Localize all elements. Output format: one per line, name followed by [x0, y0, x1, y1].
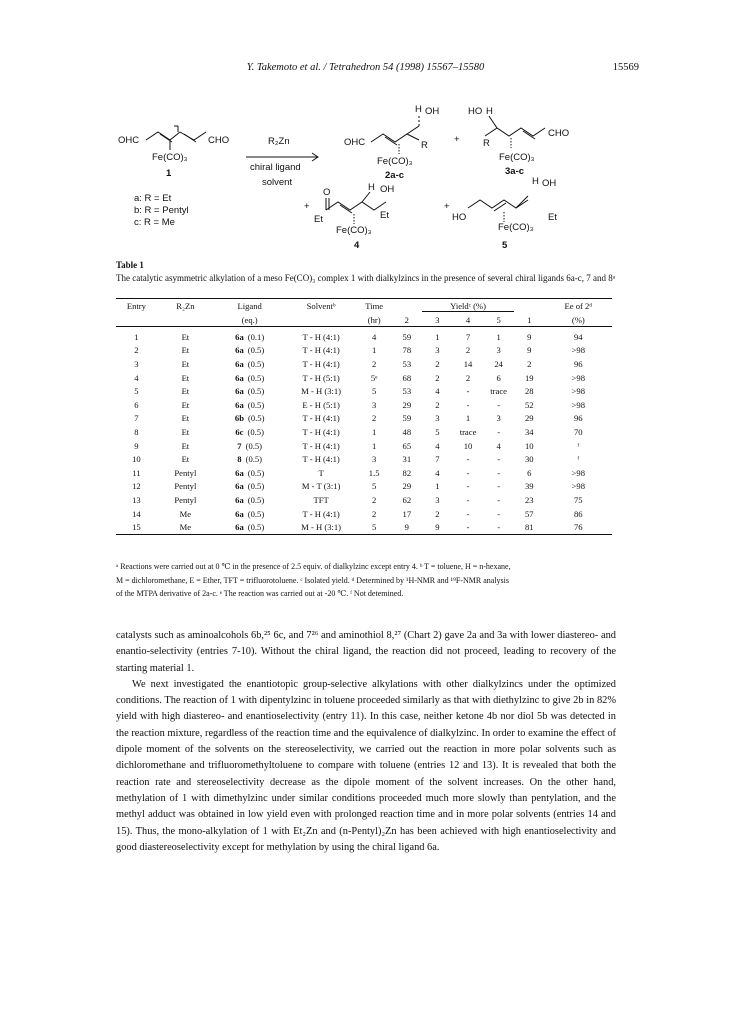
cell-time: 2: [372, 508, 377, 519]
cell-y3: 2: [435, 358, 440, 369]
scheme-drawing: [118, 104, 608, 264]
cell-y1: 10: [524, 440, 534, 451]
col-ligand-unit: (eq.): [214, 313, 285, 327]
cell-y4: -: [466, 386, 470, 397]
cell-y3: 2: [435, 372, 440, 383]
cell-ee: 76: [545, 520, 612, 534]
cell-y4: -: [466, 467, 470, 478]
p2-h-text: H: [415, 104, 422, 115]
cell-solvent: T - H (4:1): [302, 345, 340, 356]
cell-y2: 48: [402, 426, 412, 437]
col-solvent: Solventᵇ: [285, 299, 356, 314]
plus-two: +: [304, 201, 310, 212]
cell-y3: 4: [435, 467, 440, 478]
cell-time: 5ᵉ: [370, 372, 378, 383]
col-yield-5: 5: [483, 313, 514, 327]
cell-y3: 5: [435, 426, 440, 437]
substituent-a-text: a: R = Et: [134, 193, 172, 204]
cell-y1: 28: [524, 386, 534, 397]
cell-ee: >98: [571, 481, 585, 492]
cell-y4: 10: [463, 440, 473, 451]
footnote-line-2: M = dichloromethane, E = Ether, TFT = trifluorotoluene. ᶜ Isolated yield. ᵈ Determined by ¹H-NMR and ¹⁹F-NMR analysis: [116, 575, 509, 585]
reaction-scheme: [118, 104, 608, 264]
col-ee: Ee of 2ᵈ: [545, 299, 612, 314]
table-row: [116, 480, 612, 494]
table-row: [116, 327, 612, 344]
table-label: Table 1: [116, 260, 144, 270]
table-row: [116, 344, 612, 358]
cell-solvent: T - H (4:1): [302, 440, 340, 451]
cell-y3: 7: [435, 454, 440, 465]
cell-y5: trace: [490, 386, 507, 397]
cell-ee: ᶠ: [577, 454, 580, 465]
cell-r2zn: Pentyl: [174, 494, 197, 505]
table-caption-text: The catalytic asymmetric alkylation of a meso Fe(CO)₃ complex 1 with dialkylzincs in the presence of several chiral ligands 6a-c, 7 and 8ᵃ: [116, 273, 616, 283]
cell-r2zn: Et: [181, 413, 190, 424]
cell-y5: -: [497, 454, 501, 465]
table-row: [116, 425, 612, 439]
cell-y2: 59: [402, 331, 412, 342]
col-yield-1: 1: [514, 313, 545, 327]
cell-y4: -: [466, 494, 470, 505]
cell-ligand: 6a (0.5): [235, 386, 265, 397]
cell-solvent: T - H (4:1): [302, 358, 340, 369]
cell-y5: -: [497, 399, 501, 410]
p4-et2-text: Et: [380, 210, 389, 221]
cell-y1: 81: [514, 520, 545, 534]
cell-solvent: T: [318, 467, 324, 478]
cell-r2zn: Et: [181, 386, 190, 397]
table-body: [116, 327, 612, 535]
cell-y5: 6: [496, 372, 501, 383]
cell-r2zn: Et: [181, 358, 190, 369]
p4-h-text: H: [368, 182, 375, 193]
p3-right-text: CHO: [548, 128, 570, 139]
cell-y2: 65: [402, 440, 412, 451]
cell-ee: >98: [571, 386, 585, 397]
p4-fe-text: Fe(CO)₃: [336, 225, 372, 236]
p4-oh-text: OH: [380, 184, 395, 195]
start-left-text: OHC: [118, 135, 140, 146]
cell-y1: 9: [527, 345, 532, 356]
cell-y2: 62: [402, 494, 412, 505]
cell-y1: 2: [527, 358, 532, 369]
cell-time: 5: [372, 481, 377, 492]
cell-solvent: M - H (3:1): [301, 386, 342, 397]
cell-ligand: 6a (0.5): [235, 372, 265, 383]
cell-solvent: T - H (4:1): [302, 454, 340, 465]
cell-ligand: 6a (0.5): [235, 467, 265, 478]
p4-id-text: 4: [354, 240, 360, 251]
cell-entry: 1: [134, 331, 139, 342]
table-row: [116, 439, 612, 453]
cell-r2zn: Et: [181, 331, 190, 342]
cell-ee: 96: [573, 358, 583, 369]
cell-ligand: 6a (0.5): [235, 345, 265, 356]
table-caption: [116, 259, 616, 285]
cell-y1: 6: [527, 467, 532, 478]
paragraph-2: We next investigated the enantiotopic group-selective alkylations with other dialkylzincs under the optimized conditions. The reaction of 1 with dipentylzinc in toluene proceeded similarly as that with diethylzinc to give 2b in 82% yield with high diastereo- and enantioselectivity (entry 11). In this case, neither ketone 4b nor diol 5b was detected in the reaction mixture, regardless of the reaction time and the equivalence of dialkylzinc. In order to examine the effect of dipole moment of the solvents on the stereoselectivity, we carried out the reaction in more polar solvents such as dichloromethane and trifluoromethyltoluene to compare with toluene (entries 12 and 13). It is revealed that both the reaction rate and stereoselectivity decrease as the dipole moment of the solvent increases. On the other hand, methylation of 1 with dimethylzinc under similar conditions proceeded much more slowly than pentylation, and the methyl adduct was obtained in low yield even with prolonged reaction time and in more polar solvents (entries 14 and 15). Thus, the mono-alkylation of 1 with Et₂Zn and (n-Pentyl)₂Zn has been achieved with high enantioselectivity and good diastereoselectivity except for methylation by using the chiral ligand 6a.: [116, 678, 616, 853]
cell-ligand: 6b (0.5): [234, 413, 265, 424]
results-table: [116, 298, 612, 535]
cell-y2: 29: [402, 399, 412, 410]
cell-ee: 75: [573, 494, 583, 505]
col-ee-unit: (%): [545, 313, 612, 327]
cell-r2zn: Pentyl: [174, 481, 197, 492]
cell-solvent: TFT: [313, 494, 329, 505]
p5-h-text: H: [532, 176, 539, 187]
table-subheader-row: [116, 313, 612, 327]
cell-ee: ᶠ: [577, 440, 580, 451]
cell-entry: 7: [134, 413, 139, 424]
p2-left-text: OHC: [344, 137, 366, 148]
cell-time: 5: [372, 386, 377, 397]
table-row: [116, 520, 612, 534]
p3-h-text: H: [486, 106, 493, 117]
cell-y2: 68: [402, 372, 412, 383]
cell-y3: 2: [435, 399, 440, 410]
p5-fe-text: Fe(CO)₃: [498, 222, 534, 233]
plus-three: +: [444, 201, 450, 212]
cell-ligand: 6a (0.5): [235, 399, 265, 410]
cell-entry: 5: [134, 386, 139, 397]
start-fe-text: Fe(CO)₃: [152, 152, 188, 163]
footnote-line-3: of the MTPA derivative of 2a-c. ᵉ The reaction was carried out at -20 ℃. ᶠ Not detemined.: [116, 589, 404, 598]
paragraph-1: catalysts such as aminoalcohols 6b,²⁵ 6c, and 7²⁶ and aminothiol 8,²⁷ (Chart 2) gave 2a and 3a with lower diastereo- and enantio-selectivity (entries 7-10). Without the chiral ligand, the reaction did not proceed, leading to recovery of the starting material 1.: [116, 630, 616, 674]
table-row: [116, 412, 612, 426]
col-yield-2: 2: [392, 313, 423, 327]
table-row: [116, 493, 612, 507]
cell-ligand: 6c (0.5): [235, 426, 264, 437]
table-row: [116, 384, 612, 398]
cell-y5: -: [497, 481, 501, 492]
table-footnotes: [116, 560, 616, 601]
cell-y2: 53: [402, 358, 412, 369]
cell-ligand: 8 (0.5): [237, 454, 263, 465]
cell-ligand: 6a (0.5): [235, 508, 265, 519]
p2-id-text: 2a-c: [385, 170, 405, 181]
start-right-text: CHO: [208, 135, 230, 146]
cell-y1: 19: [524, 372, 534, 383]
cell-y1: 34: [524, 426, 534, 437]
cell-entry: 8: [134, 426, 139, 437]
cell-y2: 31: [402, 454, 412, 465]
cell-r2zn: Et: [181, 372, 190, 383]
cell-y3: 4: [435, 440, 440, 451]
cell-time: 2: [372, 494, 377, 505]
cell-y4: -: [466, 454, 470, 465]
col-ligand: Ligand: [214, 299, 285, 314]
plus-one: +: [454, 134, 460, 145]
cell-y4: 1: [465, 413, 471, 424]
cell-ligand: 6a (0.5): [235, 358, 265, 369]
cell-y5: -: [497, 426, 501, 437]
start-id-text: 1: [166, 168, 172, 179]
cell-y1: 29: [524, 413, 534, 424]
p2-fe-text: Fe(CO)₃: [377, 156, 413, 167]
p3-id-text: 3a-c: [505, 166, 525, 177]
cell-solvent: T - H (5:1): [302, 372, 340, 383]
col-r2zn: R₂Zn: [157, 299, 214, 314]
cell-entry: 3: [134, 358, 139, 369]
cell-y1: 39: [524, 481, 534, 492]
cell-y5: 1: [496, 331, 501, 342]
cell-solvent: T - H (4:1): [302, 331, 340, 342]
cell-entry: 6: [134, 399, 139, 410]
reagent-bot-text: solvent: [262, 177, 293, 188]
cell-ee: 96: [573, 413, 583, 424]
cell-r2zn: Et: [181, 454, 190, 465]
table-row: [116, 507, 612, 521]
cell-r2zn: Et: [181, 440, 190, 451]
cell-r2zn: Et: [181, 399, 190, 410]
cell-time: 3: [372, 399, 377, 410]
cell-y2: 53: [402, 386, 412, 397]
cell-y4: -: [453, 520, 484, 534]
footnote-line-1: ᵃ Reactions were carried out at 0 ℃ in the presence of 2.5 equiv. of dialkylzinc except entry 4. ᵇ T = toluene, H = n-hexane,: [116, 562, 511, 571]
substituent-c-text: c: R = Me: [134, 217, 175, 228]
cell-y5: -: [497, 467, 501, 478]
cell-y5: 3: [496, 413, 501, 424]
table-row: [116, 452, 612, 466]
cell-time: 5: [357, 520, 392, 534]
cell-ligand: 6a (0.5): [235, 481, 265, 492]
cell-ligand: 6a (0.1): [235, 331, 265, 342]
cell-time: 1: [372, 345, 377, 356]
page-number: 15569: [612, 62, 639, 73]
cell-y3: 1: [435, 331, 440, 342]
table-row: [116, 357, 612, 371]
p4-o-text: O: [323, 187, 331, 198]
cell-time: 2: [372, 413, 377, 424]
col-yield-4: 4: [453, 313, 484, 327]
p4-et1-text: Et: [314, 214, 323, 225]
cell-time: 2: [372, 358, 377, 369]
cell-y3: 3: [435, 345, 440, 356]
cell-y2: 9: [392, 520, 423, 534]
cell-y2: 59: [402, 413, 412, 424]
cell-time: 4: [372, 331, 377, 342]
cell-y1: 57: [524, 508, 534, 519]
cell-y1: 9: [527, 331, 532, 342]
p2-r-text: R: [421, 140, 428, 151]
cell-time: 1.5: [368, 467, 380, 478]
cell-y4: trace: [459, 426, 477, 437]
cell-solvent: M - H (3:1): [285, 520, 356, 534]
cell-y4: -: [466, 481, 470, 492]
cell-ee: 94: [573, 331, 583, 342]
cell-solvent: E - H (5:1): [302, 399, 340, 410]
col-time: Time: [357, 299, 392, 314]
cell-ee: >98: [571, 467, 585, 478]
cell-y3: 3: [435, 494, 440, 505]
cell-solvent: T - H (4:1): [302, 413, 340, 424]
p3-ho-text: HO: [468, 106, 483, 117]
p3-r-text: R: [483, 138, 490, 149]
col-yield-3: 3: [422, 313, 453, 327]
cell-entry: 9: [134, 440, 139, 451]
table-header-row: [116, 299, 612, 314]
cell-y3: 9: [422, 520, 453, 534]
cell-r2zn: Me: [157, 520, 214, 534]
cell-y5: 24: [494, 358, 503, 369]
p5-et-text: Et: [548, 212, 557, 223]
cell-y1: 52: [524, 399, 534, 410]
cell-y1: 23: [524, 494, 534, 505]
cell-y4: 14: [463, 358, 473, 369]
p2-oh-text: OH: [425, 106, 440, 117]
col-time-unit: (hr): [357, 313, 392, 327]
cell-y2: 82: [402, 467, 412, 478]
cell-y2: 78: [402, 345, 412, 356]
journal-citation: Y. Takemoto et al. / Tetrahedron 54 (1998) 15567–15580: [246, 62, 485, 73]
cell-y3: 4: [435, 386, 440, 397]
substituent-b-text: b: R = Pentyl: [134, 205, 189, 216]
cell-ee: 86: [573, 508, 583, 519]
body-text: [116, 628, 616, 856]
table-row: [116, 466, 612, 480]
cell-entry: 4: [134, 372, 139, 383]
cell-entry: 13: [132, 494, 141, 505]
table-row: [116, 371, 612, 385]
cell-time: 1: [372, 440, 377, 451]
cell-entry: 15: [116, 520, 157, 534]
cell-entry: 2: [134, 345, 139, 356]
cell-y4: -: [466, 399, 470, 410]
cell-entry: 11: [132, 467, 141, 478]
cell-y2: 17: [402, 508, 412, 519]
cell-ee: >98: [571, 345, 585, 356]
cell-y4: 7: [465, 331, 471, 342]
p5-id-text: 5: [502, 240, 508, 251]
cell-y3: 1: [435, 481, 440, 492]
cell-y5: -: [497, 508, 501, 519]
cell-solvent: M - T (3:1): [301, 481, 341, 492]
cell-time: 3: [372, 454, 377, 465]
reagent-mid-text: chiral ligand: [250, 162, 301, 173]
cell-ee: 70: [573, 426, 583, 437]
cell-solvent: T - H (4:1): [302, 508, 340, 519]
cell-r2zn: Pentyl: [174, 467, 197, 478]
p5-ho-text: HO: [452, 212, 467, 223]
cell-ligand: 6a (0.5): [214, 520, 285, 534]
cell-entry: 10: [132, 454, 141, 465]
cell-r2zn: Me: [179, 508, 192, 519]
reagent-top-text: R₂Zn: [268, 136, 290, 147]
cell-ligand: 6a (0.5): [235, 494, 265, 505]
table-row: [116, 398, 612, 412]
col-entry: Entry: [116, 299, 157, 314]
cell-y5: -: [483, 520, 514, 534]
p5-oh-text: OH: [542, 178, 557, 189]
col-yield: Yieldᶜ (%): [392, 299, 545, 314]
cell-y4: 2: [465, 345, 471, 356]
cell-ligand: 7 (0.5): [237, 440, 263, 451]
running-header: [0, 62, 731, 78]
cell-y3: 3: [435, 413, 440, 424]
cell-y4: 2: [465, 372, 471, 383]
cell-time: 1: [372, 426, 377, 437]
p3-fe-text: Fe(CO)₃: [499, 152, 535, 163]
cell-r2zn: Et: [181, 426, 190, 437]
cell-r2zn: Et: [181, 345, 190, 356]
cell-y5: 3: [496, 345, 501, 356]
cell-ee: >98: [571, 399, 585, 410]
cell-y5: -: [497, 494, 501, 505]
cell-y1: 30: [524, 454, 534, 465]
cell-ee: >98: [571, 372, 585, 383]
cell-y2: 29: [402, 481, 412, 492]
cell-y4: -: [466, 508, 470, 519]
cell-y5: 4: [496, 440, 501, 451]
cell-y3: 2: [435, 508, 440, 519]
cell-solvent: T - H (4:1): [302, 426, 340, 437]
cell-entry: 12: [132, 481, 141, 492]
cell-entry: 14: [132, 508, 141, 519]
